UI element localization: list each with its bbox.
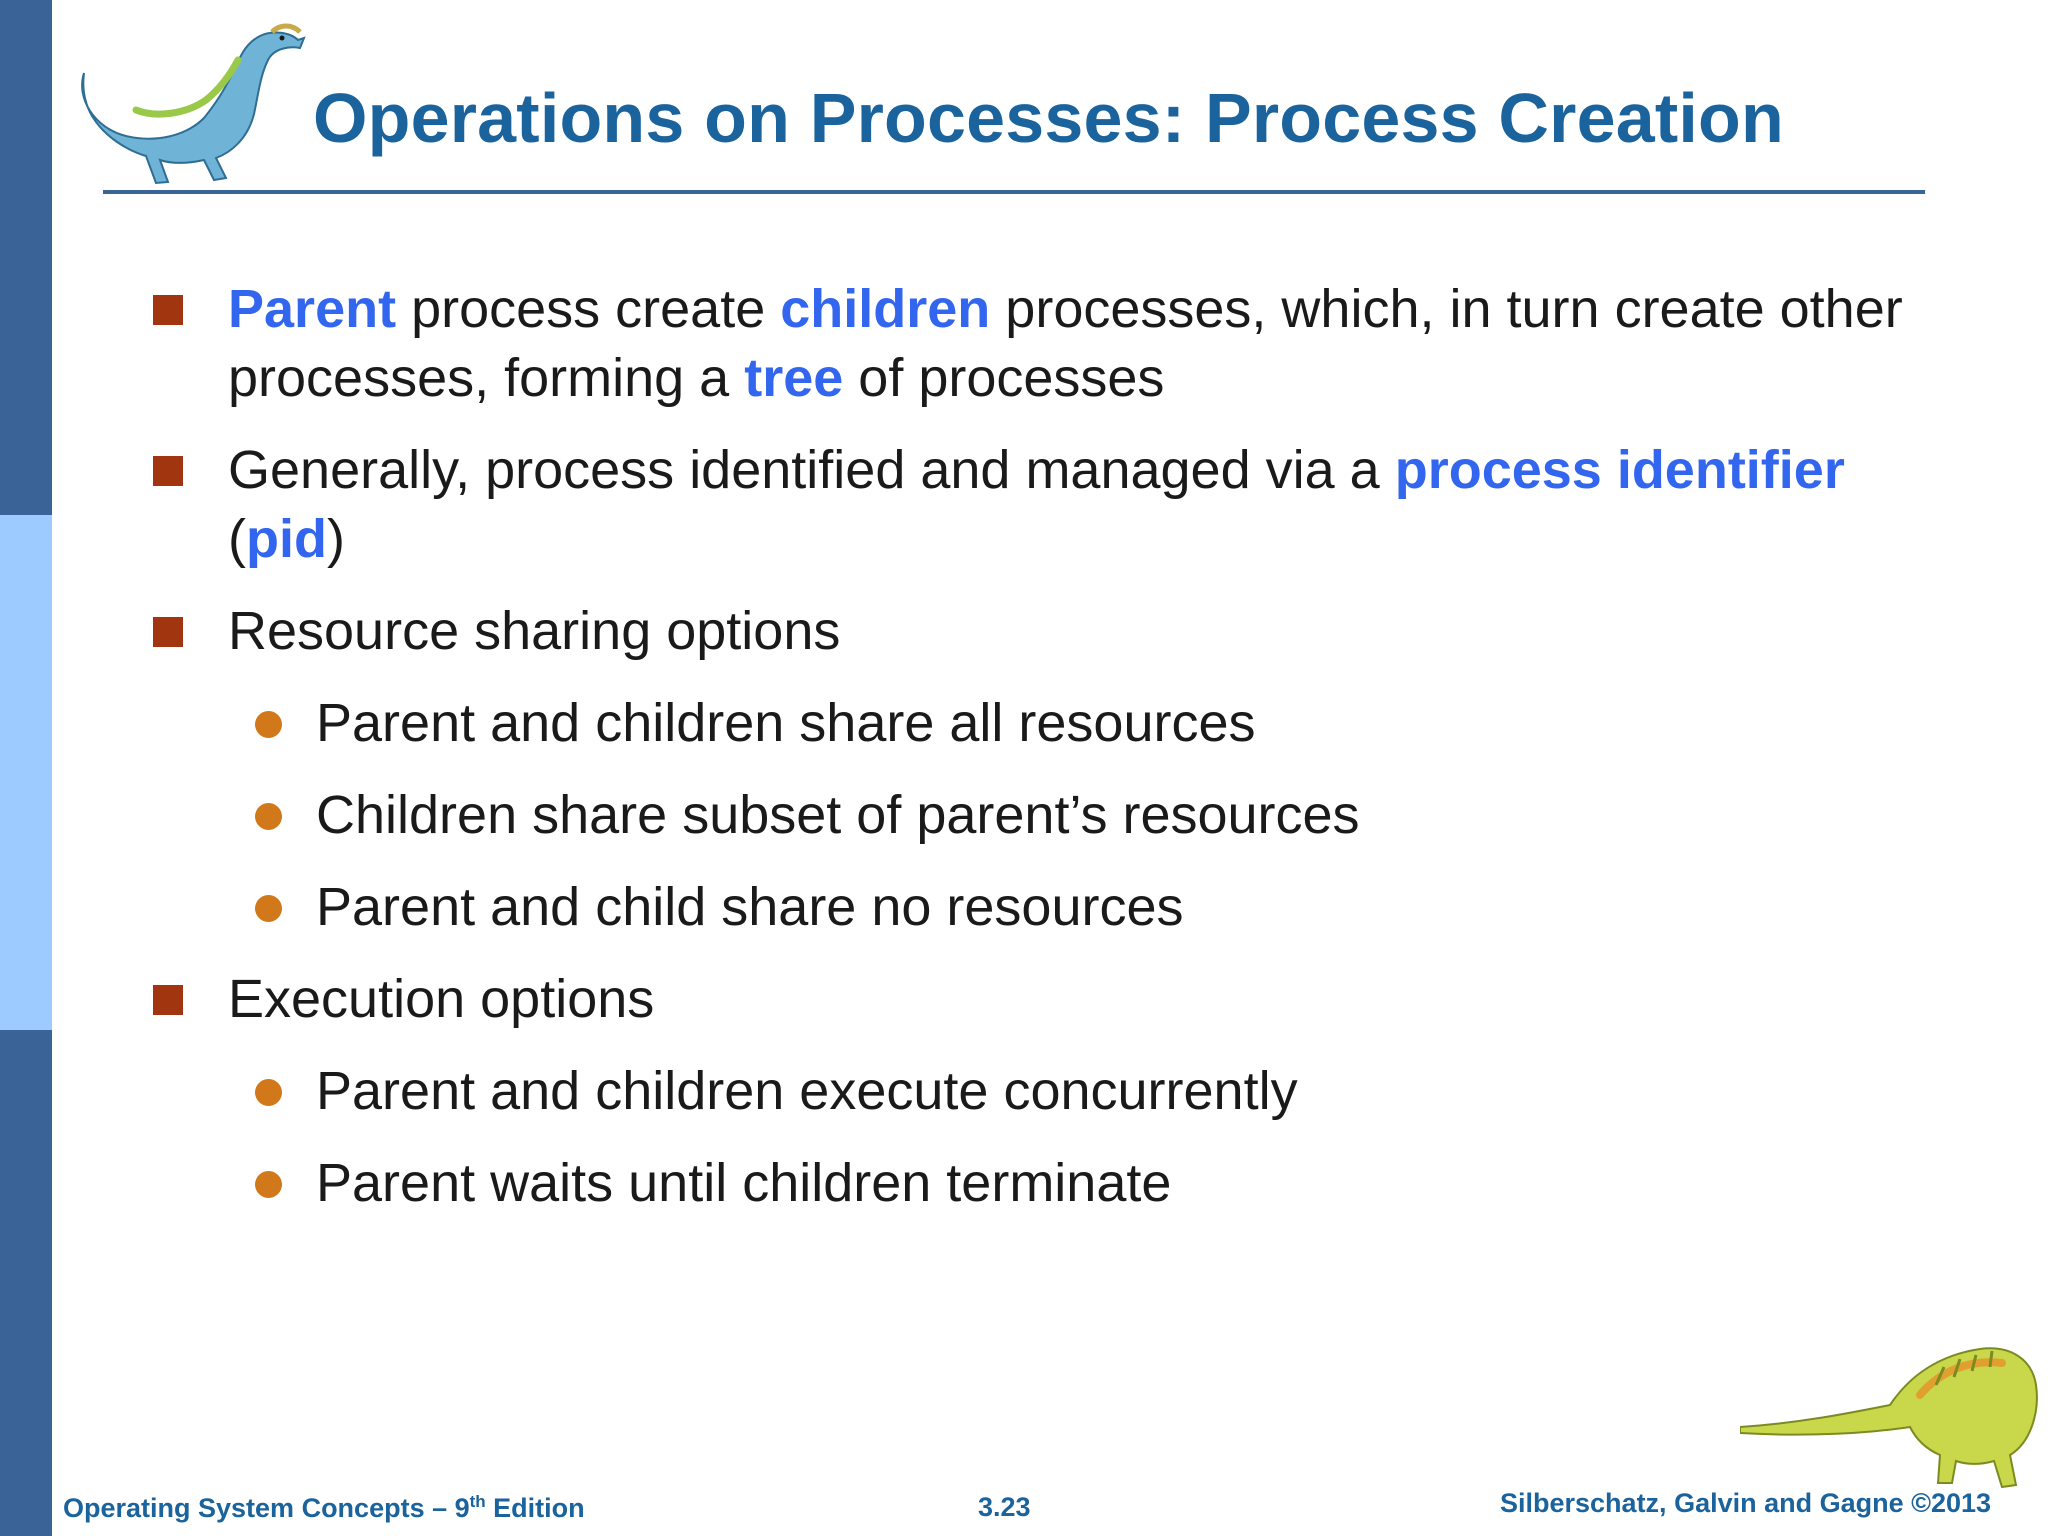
text-run: Execution options <box>228 969 655 1029</box>
text-run: pid <box>245 509 327 569</box>
text-run: ) <box>326 509 345 569</box>
bullet-item <box>150 597 1950 666</box>
text-run: Children share subset of parent’s resources <box>316 785 1360 845</box>
text-run: children <box>780 279 991 339</box>
sub-bullet-item <box>150 1057 1950 1126</box>
round-bullet-icon <box>255 803 282 830</box>
text-run: process create <box>396 279 781 339</box>
text-run: Parent waits until children terminate <box>316 1153 1172 1213</box>
text-run: Parent <box>228 279 397 339</box>
footer-book-title: Operating System Concepts – 9th Edition <box>63 1492 585 1523</box>
title-underline <box>103 190 1925 194</box>
bullet-item <box>150 436 1950 574</box>
sub-bullet-item <box>150 1149 1950 1218</box>
text-run: Parent and children execute concurrently <box>316 1061 1298 1121</box>
sidebar-light-segment <box>0 515 52 1030</box>
text-run: Resource sharing options <box>228 601 841 661</box>
footer-page-number: 3.23 <box>978 1492 1031 1522</box>
dinosaur-logo-icon <box>76 18 316 190</box>
round-bullet-icon <box>255 1171 282 1198</box>
slide-title: Operations on Processes: Process Creation <box>313 79 1784 157</box>
bullet-list <box>150 275 1950 1218</box>
text-run: Generally, process identified and managed via a <box>228 440 1395 500</box>
left-sidebar-band <box>0 0 52 1536</box>
text-run: Parent and child share no resources <box>316 877 1184 937</box>
round-bullet-icon <box>255 895 282 922</box>
text-run: Parent and children share all resources <box>316 693 1256 753</box>
text-run: process identifier <box>1394 440 1845 500</box>
round-bullet-icon <box>255 1079 282 1106</box>
sub-bullet-item <box>150 781 1950 850</box>
text-run: tree <box>744 348 844 408</box>
square-bullet-icon <box>153 456 183 486</box>
square-bullet-icon <box>153 295 183 325</box>
sub-bullet-item <box>150 689 1950 758</box>
text-run: processes, which, in turn create other processes, forming a <box>228 279 1903 408</box>
round-bullet-icon <box>255 711 282 738</box>
text-run: of processes <box>843 348 1165 408</box>
footer-authors: Silberschatz, Galvin and Gagne ©2013 <box>1500 1488 1992 1518</box>
bullet-item <box>150 275 1950 413</box>
square-bullet-icon <box>153 617 183 647</box>
dinosaur-footer-icon <box>1740 1315 2040 1490</box>
sub-bullet-item <box>150 873 1950 942</box>
bullet-item <box>150 965 1950 1034</box>
text-run: ( <box>228 509 246 569</box>
square-bullet-icon <box>153 985 183 1015</box>
